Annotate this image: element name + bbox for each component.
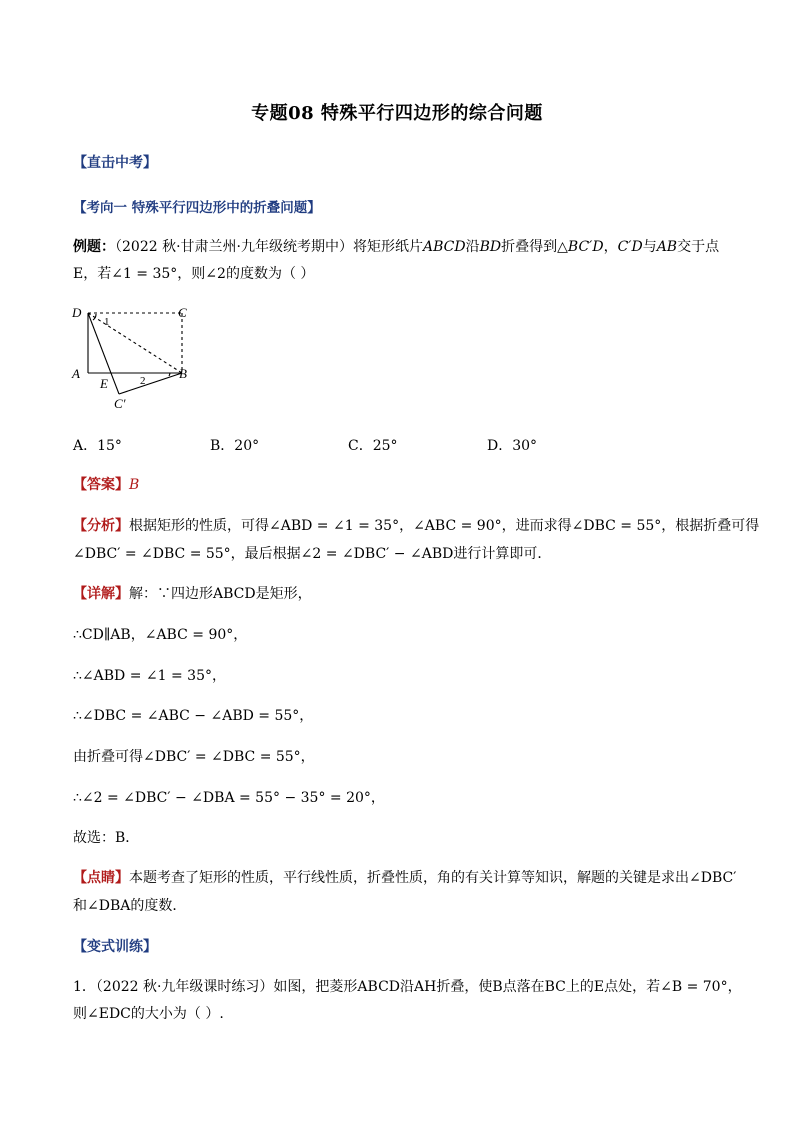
example-line-2: E，若∠1 = 35°，则∠2的度数为（ ） [73, 266, 315, 282]
label-c: C [178, 305, 187, 320]
detail-line-7: 故选：B． [73, 830, 140, 846]
detail-line-4: ∴∠DBC = ∠ABC − ∠ABD = 55°， [73, 708, 314, 724]
label-e: E [100, 376, 108, 391]
example-label: 例题： [73, 239, 115, 255]
detail-line-6: ∴∠2 = ∠DBC′ − ∠DBA = 55° − 35° = 20°， [73, 790, 385, 806]
geometry-figure [66, 302, 196, 414]
practice-q1-line-1: 1．（2022 秋·九年级课时练习）如图，把菱形ABCD沿AH折叠，使B点落在BC上的E点处，若∠B = 70°， [73, 979, 742, 995]
answer-line [73, 475, 139, 495]
label-d: D [72, 305, 82, 320]
practice-q1-line-2: 则∠EDC的大小为（ ）. [73, 1006, 224, 1022]
comment-line-1: 【点睛】本题考查了矩形的性质，平行线性质，折叠性质，角的有关计算等知识，解题的关键是求出∠DBC′ [73, 870, 737, 886]
detail-label: 【详解】 [73, 586, 129, 602]
answer-label: 【答案】 [73, 477, 129, 493]
analysis-label: 【分析】 [73, 518, 129, 534]
option-b: B．20° [210, 438, 260, 454]
detail-line-2: ∴CD∥AB，∠ABC = 90°， [73, 627, 248, 643]
detail-line-3: ∴∠ABD = ∠1 = 35°， [73, 668, 226, 684]
label-b: B [179, 366, 187, 381]
edge-c-prime-b [119, 373, 182, 394]
option-c: C．25° [348, 438, 398, 454]
analysis-line-2: ∠DBC′ = ∠DBC = 55°，最后根据∠2 = ∠DBC′ − ∠ABD进行计算即可． [73, 546, 552, 562]
practice-heading: 【变式训练】 [73, 939, 157, 955]
answer-value: B [129, 477, 140, 493]
label-angle-1: 1 [104, 316, 110, 328]
topic-heading: 【考向一 特殊平行四边形中的折叠问题】 [73, 200, 321, 216]
diagonal-db [88, 313, 182, 373]
analysis-line-1: 【分析】根据矩形的性质，可得∠ABD = ∠1 = 35°，∠ABC = 90°，进而求得∠DBC = 55°，根据折叠可得 [73, 518, 760, 534]
option-a: A．15° [73, 438, 122, 454]
label-c-prime: C′ [114, 396, 126, 411]
label-angle-2: 2 [140, 375, 146, 387]
option-d: D．30° [487, 438, 538, 454]
page-title: 专题08 特殊平行四边形的综合问题 [251, 103, 543, 124]
comment-label: 【点睛】 [73, 870, 129, 886]
label-a: A [72, 366, 80, 381]
detail-line-1: 【详解】解：∵四边形ABCD是矩形， [73, 586, 312, 602]
section-direct-heading: 【直击中考】 [73, 155, 157, 171]
detail-line-5: 由折叠可得∠DBC′ = ∠DBC = 55°， [73, 749, 315, 765]
example-line-1: 例题：（2022 秋·甘肃兰州·九年级统考期中）将矩形纸片ABCD沿BD折叠得到△BC′D，C′D与AB交于点 [73, 239, 720, 255]
comment-line-2: 和∠DBA的度数． [73, 898, 187, 914]
